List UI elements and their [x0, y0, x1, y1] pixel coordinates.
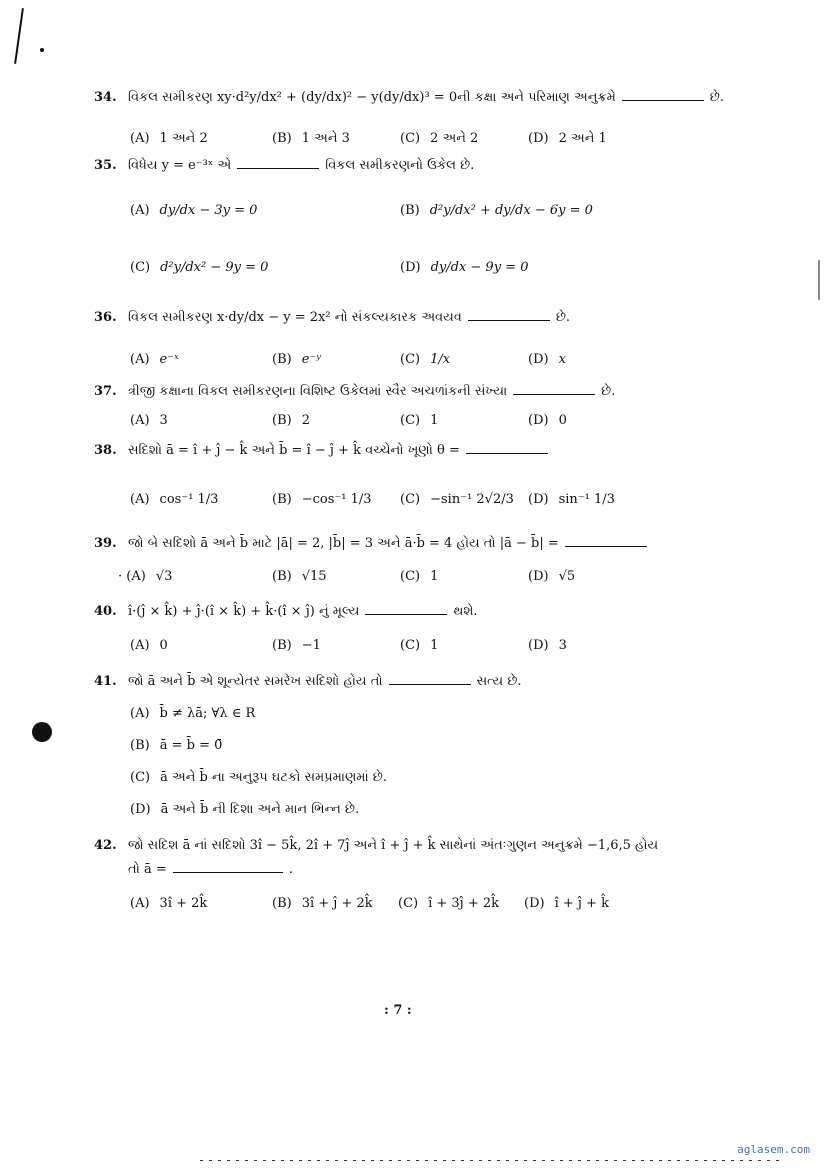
- question-38-number: 38.: [94, 443, 117, 458]
- question-37-text: ત્રીજી કક્ષાના વિકલ સમીકરણના વિશિષ્ટ ઉકેલમાં સ્વૈર અચળાંકની સંખ્યા છે.: [128, 384, 616, 399]
- q35-option-b: (B) d²y/dx² + dy/dx − 6y = 0: [400, 203, 593, 218]
- q41-option-c: (C) ā અને b̄ ના અનુરૂપ ઘટકો સમપ્રમાણમાં છે.: [130, 770, 387, 785]
- q35-option-d: (D) dy/dx − 9y = 0: [400, 260, 529, 275]
- q42-option-b: (B) 3î + ĵ + 2k̂: [272, 896, 373, 911]
- q35-option-a: (A) dy/dx − 3y = 0: [130, 203, 258, 218]
- q40-option-d: (D) 3: [528, 638, 567, 653]
- question-41-number: 41.: [94, 674, 117, 689]
- q42-option-c: (C) î + 3ĵ + 2k̂: [398, 896, 500, 911]
- q40-option-c: (C) 1: [400, 638, 439, 653]
- q38-option-a: (A) cos⁻¹ 1/3: [130, 492, 219, 507]
- margin-dot: [40, 48, 44, 52]
- right-edge-mark: [818, 260, 820, 300]
- q41-option-a: (A) b̄ ≠ λā; ∀λ ∈ R: [130, 706, 256, 721]
- question-36-number: 36.: [94, 310, 117, 325]
- q35-option-c: (C) d²y/dx² − 9y = 0: [130, 260, 269, 275]
- question-34-number: 34.: [94, 90, 117, 105]
- question-36-text: વિકલ સમીકરણ x·dy/dx − y = 2x² નો સંકલ્યકારક અવયવ છે.: [128, 310, 571, 325]
- q36-option-d: (D) x: [528, 352, 566, 367]
- q39-option-d: (D) √5: [528, 569, 576, 584]
- q34-option-b: (B) 1 અને 3: [272, 131, 350, 146]
- ink-blot: [32, 722, 52, 742]
- question-37-number: 37.: [94, 384, 117, 399]
- question-34-text: વિકલ સમીકરણ xy·d²y/dx² + (dy/dx)² − y(dy/dx)³ = 0ની કક્ષા અને પરિમાણ અનુક્રમે છે.: [128, 90, 724, 105]
- q41-option-b: (B) ā = b̄ = 0̄: [130, 738, 223, 753]
- q36-option-a: (A) e⁻ˣ: [130, 352, 179, 367]
- q34-option-d: (D) 2 અને 1: [528, 131, 607, 146]
- q36-option-b: (B) e⁻ʸ: [272, 352, 321, 367]
- question-39-number: 39.: [94, 536, 117, 551]
- question-35-text: વિધેય y = e⁻³ˣ એ વિકલ સમીકરણનો ઉકેલ છે.: [128, 158, 475, 173]
- question-40-number: 40.: [94, 604, 117, 619]
- q34-option-c: (C) 2 અને 2: [400, 131, 479, 146]
- q34-option-a: (A) 1 અને 2: [130, 131, 208, 146]
- margin-line: [14, 8, 24, 64]
- q42-option-a: (A) 3î + 2k̂: [130, 896, 208, 911]
- question-41-text: જો ā અને b̄ એ શૂન્યેતર સમરેખ સદિશો હોય તો સત્ય છે.: [128, 674, 522, 689]
- question-35-number: 35.: [94, 158, 117, 173]
- q37-option-b: (B) 2: [272, 413, 310, 428]
- q37-option-c: (C) 1: [400, 413, 439, 428]
- question-40-text: î·(ĵ × k̂) + ĵ·(î × k̂) + k̂·(î × ĵ) નું મૂલ્ય થશે.: [128, 604, 478, 619]
- q39-option-b: (B) √15: [272, 569, 327, 584]
- q40-option-a: (A) 0: [130, 638, 168, 653]
- question-39-text: જો બે સદિશો ā અને b̄ માટે |ā| = 2, |b̄| = 3 અને ā·b̄ = 4 હોય તો |ā − b̄| =: [128, 536, 653, 551]
- q39-option-c: (C) 1: [400, 569, 439, 584]
- q38-option-b: (B) −cos⁻¹ 1/3: [272, 492, 372, 507]
- question-42-text-line2: તો ā = .: [128, 862, 293, 877]
- q38-option-d: (D) sin⁻¹ 1/3: [528, 492, 615, 507]
- footer-dots: [200, 1160, 780, 1161]
- watermark: aglasem.com: [737, 1143, 810, 1156]
- question-38-text: સદિશો ā = î + ĵ − k̂ અને b̄ = î − ĵ + k̂ વચ્ચેનો ખૂણો θ =: [128, 443, 554, 458]
- q42-option-d: (D) î + ĵ + k̂: [524, 896, 609, 911]
- page-number: : 7 :: [384, 1003, 412, 1018]
- q36-option-c: (C) 1/x: [400, 352, 451, 367]
- q37-option-a: (A) 3: [130, 413, 168, 428]
- q37-option-d: (D) 0: [528, 413, 567, 428]
- q40-option-b: (B) −1: [272, 638, 321, 653]
- question-42-text: જો સદિશ ā નાં સદિશો 3î − 5k̂, 2î + 7ĵ અને î + ĵ + k̂ સાથેનાં અંતઃગુણન અનુક્રમે −1,6,5 હોય: [128, 838, 659, 853]
- question-42-number: 42.: [94, 838, 117, 853]
- q41-option-d: (D) ā અને b̄ ની દિશા અને માન ભિન્ન છે.: [130, 802, 360, 817]
- q39-option-a: · (A) √3: [118, 569, 173, 584]
- q38-option-c: (C) −sin⁻¹ 2√2/3: [400, 492, 514, 507]
